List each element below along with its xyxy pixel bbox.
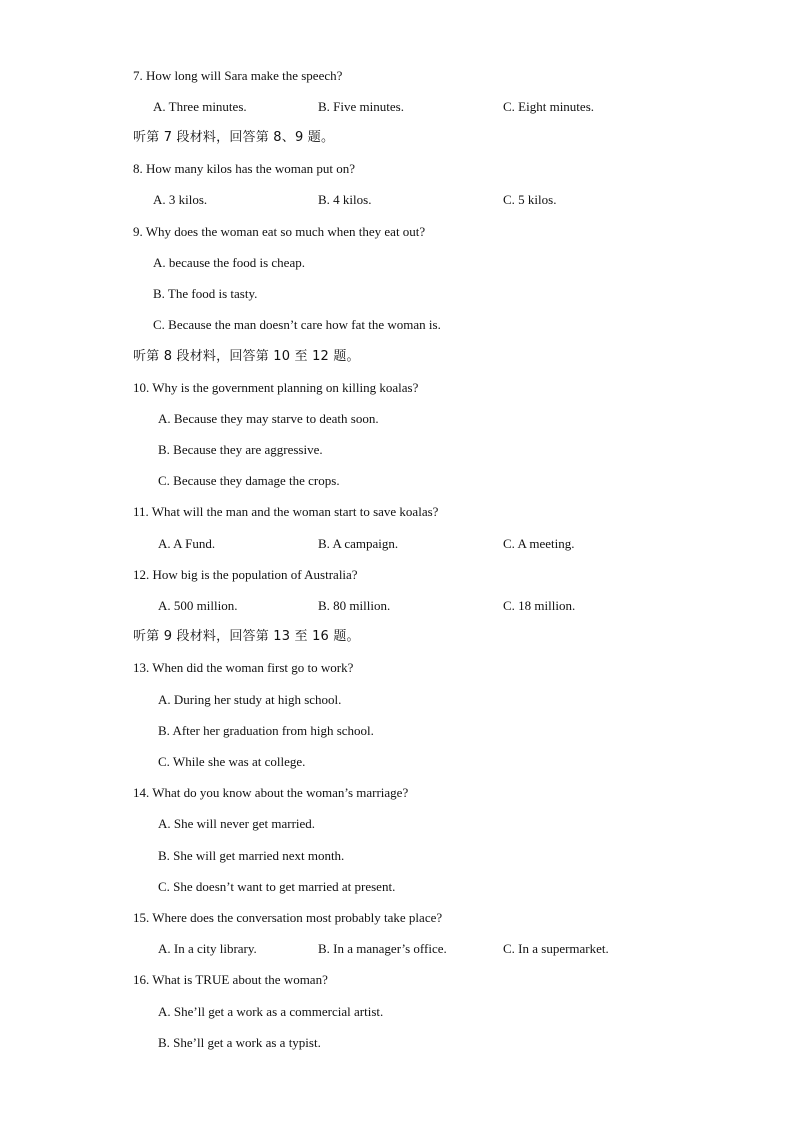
option-13b: B. After her graduation from high school.	[158, 723, 374, 738]
option-11c: C. A meeting.	[503, 536, 575, 551]
option-12b: B. 80 million.	[318, 598, 391, 613]
option-9c: C. Because the man doesn’t care how fat the woman is.	[153, 317, 441, 332]
section-header-8: 听第 8 段材料，回答第 10 至 12 题。	[133, 349, 360, 364]
option-14b: B. She will get married next month.	[158, 848, 345, 863]
option-7c: C. Eight minutes.	[503, 99, 594, 114]
option-12c: C. 18 million.	[503, 598, 576, 613]
question-13: 13. When did the woman first go to work?	[133, 660, 354, 675]
option-7a: A. Three minutes.	[153, 99, 247, 114]
option-14a: A. She will never get married.	[158, 816, 316, 831]
option-14c: C. She doesn’t want to get married at present.	[158, 879, 396, 894]
question-9: 9. Why does the woman eat so much when they eat out?	[133, 224, 426, 239]
option-10c: C. Because they damage the crops.	[158, 473, 340, 488]
option-16b: B. She’ll get a work as a typist.	[158, 1035, 321, 1050]
option-12a: A. 500 million.	[158, 598, 238, 613]
option-9b: B. The food is tasty.	[153, 286, 258, 301]
option-7b: B. Five minutes.	[318, 99, 404, 114]
question-8: 8. How many kilos has the woman put on?	[133, 161, 356, 176]
option-15c: C. In a supermarket.	[503, 941, 609, 956]
option-15b: B. In a manager’s office.	[318, 941, 447, 956]
option-13a: A. During her study at high school.	[158, 692, 342, 707]
option-10a: A. Because they may starve to death soon.	[158, 411, 379, 426]
option-10b: B. Because they are aggressive.	[158, 442, 323, 457]
section-header-7: 听第 7 段材料，回答第 8、9 题。	[133, 130, 335, 145]
question-11: 11. What will the man and the woman start to save koalas?	[133, 504, 439, 519]
option-8b: B. 4 kilos.	[318, 192, 372, 207]
option-8a: A. 3 kilos.	[153, 192, 208, 207]
option-8c: C. 5 kilos.	[503, 192, 557, 207]
question-7: 7. How long will Sara make the speech?	[133, 68, 343, 83]
section-header-9: 听第 9 段材料，回答第 13 至 16 题。	[133, 629, 360, 644]
question-14: 14. What do you know about the woman’s marriage?	[133, 785, 409, 800]
option-16a: A. She’ll get a work as a commercial artist.	[158, 1004, 384, 1019]
option-13c: C. While she was at college.	[158, 754, 306, 769]
question-15: 15. Where does the conversation most probably take place?	[133, 910, 443, 925]
option-11b: B. A campaign.	[318, 536, 399, 551]
question-16: 16. What is TRUE about the woman?	[133, 972, 328, 987]
option-15a: A. In a city library.	[158, 941, 257, 956]
option-11a: A. A Fund.	[158, 536, 216, 551]
question-10: 10. Why is the government planning on killing koalas?	[133, 380, 419, 395]
question-12: 12. How big is the population of Australia?	[133, 567, 358, 582]
option-9a: A. because the food is cheap.	[153, 255, 305, 270]
